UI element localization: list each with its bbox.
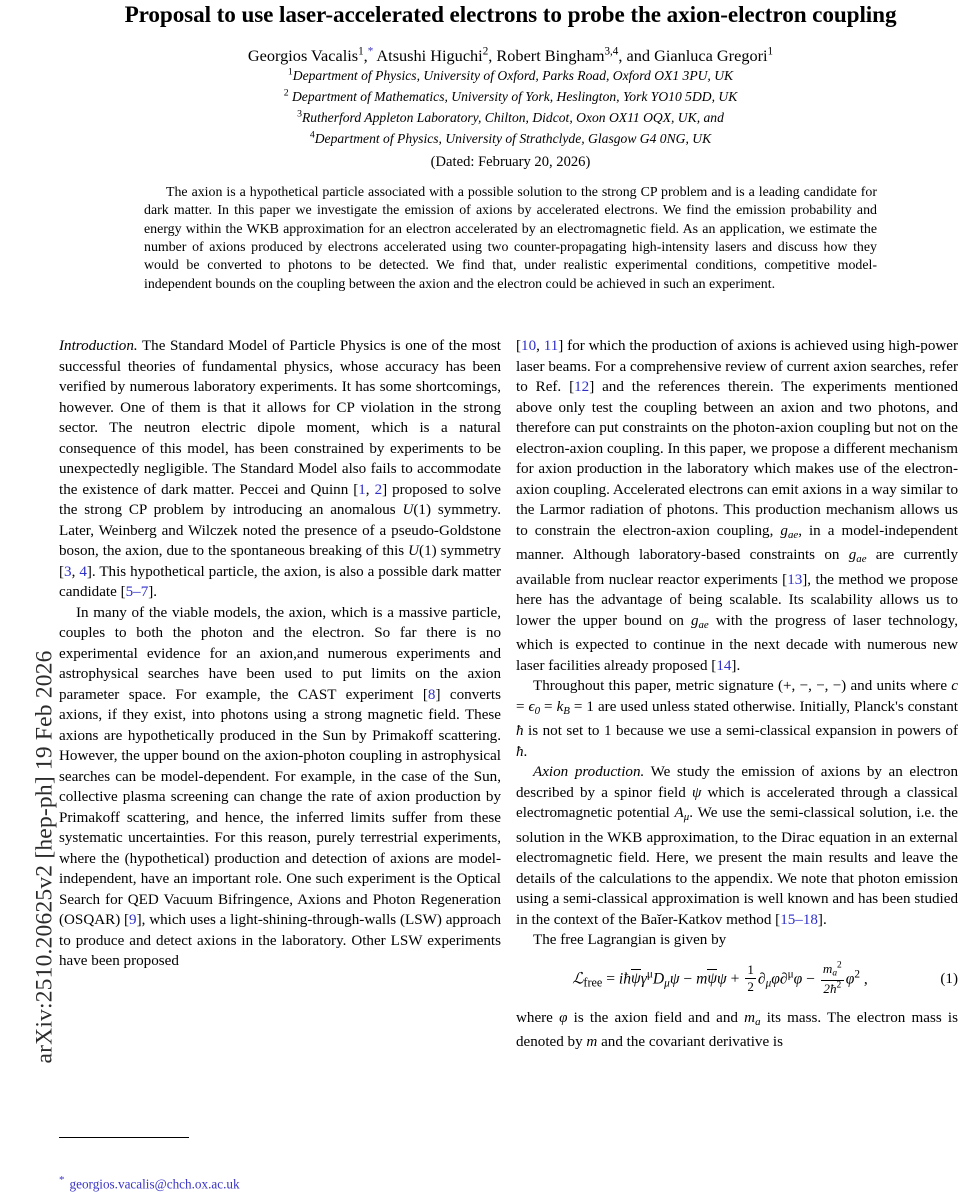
citation-4[interactable]: 4	[79, 563, 87, 580]
equation-1	[516, 960, 958, 1000]
paragraph-viable-models	[59, 603, 501, 972]
citation-8[interactable]: 8	[427, 686, 436, 703]
ap-text-d: ].	[817, 911, 827, 928]
author-4-affil-marker: 1	[767, 45, 774, 58]
intro-text-c: ] proposed to solve the strong CP problem by introducing an anomalous	[59, 481, 501, 518]
author-1-affil-marker: 1	[358, 45, 364, 58]
conv-text-b: are used unless stated otherwise. Initially, Planck's constant	[593, 698, 958, 715]
ap-text-a: We study the emission of axions by an electron described by a spinor field	[516, 764, 958, 801]
intro-text-f: ,	[71, 563, 80, 580]
citation-11[interactable]: 11	[543, 338, 559, 354]
eq1-fraction-half	[745, 962, 756, 994]
eq1-phi-1: φ	[771, 970, 780, 988]
section-run-in-introduction: Introduction.	[59, 338, 138, 354]
publication-date: (Dated: February 20, 2026)	[430, 154, 591, 171]
affiliation-1-marker: 1	[287, 66, 293, 78]
citation-18[interactable]: 18	[802, 911, 818, 928]
footnote-marker: *	[59, 1173, 65, 1186]
author-3-name: Robert Bingham	[496, 45, 605, 65]
eq1-trailing-comma: ,	[860, 970, 868, 988]
eq1-psi-1: ψ	[669, 970, 680, 988]
affiliation-1-text: Department of Physics, University of Oxford, Parks Road, Oxford OX1 3PU, UK	[292, 68, 734, 84]
affiliation-2-text: Department of Mathematics, University of York, Heslington, York YO10 5DD, UK	[288, 89, 738, 105]
citation-2[interactable]: 2	[374, 481, 383, 498]
footnote-email-link[interactable]: georgios.vacalis@chch.ox.ac.uk	[69, 1176, 240, 1191]
models-text-b: ] converts axions, if they exist, into photons using a strong magnetic field. These axions are hypothetically produced in the Sun by Primakoff scattering. However, the upper bound on the axion-photon coupling in astrophysical searches can be model-dependent. For example, in the case of the Sun, collective plasma screening can change the rate of axion production by Primakoff scattering, and hence, the inferred limits suffer from these systematic uncertainties. For this reason, purely terrestrial experiments, where the (hypothetical) production and detection of axions are model-independent, have an important role. One such experiment is the Optical Search for QED Vacuum Bifringence, Axions and Photon Regeneration (OSQAR) [	[59, 686, 501, 928]
paper-page	[48, 0, 973, 1200]
author-conjunction: , and	[618, 45, 655, 65]
eq1-2hbar: 2ħ	[823, 980, 837, 996]
eq1-mass-m: m	[696, 970, 708, 988]
math-symbol-phi-field: φ	[559, 1009, 568, 1026]
math-subscript-mu: μ	[683, 811, 690, 824]
affiliation-4	[48, 129, 973, 149]
expl-text-d: and the covariant derivative is	[597, 1034, 783, 1051]
rc-text-b: ] for which the production of axions is achieved using high-power laser beams. For a comprehensive review of current axion searches, refer to Ref. [	[516, 338, 958, 395]
eq1-phi-3-sup: 2	[854, 968, 860, 981]
footnote-corresponding-email	[59, 1172, 240, 1192]
affiliation-2-marker: 2	[283, 87, 289, 99]
eq1-phi-3: φ	[845, 970, 855, 988]
eq1-partial-1-sub: μ	[765, 977, 772, 990]
math-symbol-m-electron: m	[586, 1034, 598, 1051]
citation-9[interactable]: 9	[129, 912, 137, 928]
math-subscript-a-mass: a	[755, 1015, 761, 1028]
conv-text-c: is not set to 1 because we use a semi-classical expansion in powers of	[523, 723, 958, 740]
eq1-lagrangian-subscript: free	[583, 975, 603, 990]
intro-text-e: (1) symmetry [	[59, 543, 501, 580]
eq1-2hbar-sup: 2	[836, 980, 842, 991]
citation-12[interactable]: 12	[574, 379, 590, 395]
eq1-plus: +	[726, 970, 744, 988]
ap-text-b: which is accelerated through a classical electromagnetic potential	[516, 784, 958, 822]
paragraph-lagrangian-intro	[516, 930, 958, 951]
eq1-fraction-half-denominator: 2	[747, 978, 754, 994]
author-1-name: Georgios Vacalis	[247, 45, 359, 65]
abstract-text: The axion is a hypothetical particle associated with a possible solution to the strong CP problem and is a leading candidate for dark matter. In this paper we investigate the emission of axions by accelerated electrons. We find the emission probability and energy within the WKB approximation for an electron accelerated by an electromagnetic field. As an application, we estimate the number of axions produced by electrons accelerated using two counter-propagating high-intensity lasers and discuss how they would be converted to photons to be detected. We find that, under realistic experimental conditions, competitive model-independent bounds on the coupling between the axion and the electron could be achieved in such an experiment.	[144, 185, 877, 292]
math-symbol-c: c	[951, 678, 958, 695]
math-symbol-k: k	[556, 698, 564, 715]
math-subscript-ae-3: ae	[698, 618, 709, 631]
intro-text-b: ,	[365, 481, 375, 498]
page-title: Proposal to use laser-accelerated electrons to probe the axion-electron coupling	[124, 2, 897, 28]
eq1-ihbar: iħ	[618, 970, 632, 988]
affiliation-3	[48, 108, 973, 128]
math-subscript-b: B	[563, 704, 570, 717]
eq1-minus-1: −	[679, 970, 697, 988]
models-text-a: In many of the viable models, the axion, which is a massive particle, couples to both the photon and the electron. So far there is no experimental evidence for an axion,and numerous experiments and astrophysical searches have been used to put limits on the axion parameter space. For example, the CAST experiment [	[59, 604, 501, 703]
math-symbol-hbar-2: ħ	[516, 743, 524, 760]
eq1-psi-bar-2: ψ	[707, 970, 718, 988]
expl-text-c: its mass. The electron mass is denoted by	[516, 1009, 958, 1051]
paragraph-introduction	[59, 336, 501, 603]
math-symbol-gae-3: g	[690, 612, 699, 629]
affiliation-1	[48, 66, 973, 86]
math-equals-1: =	[516, 698, 529, 715]
eq1-partial-2-sup: μ	[787, 968, 794, 981]
rc-text-d: , in a model-independent manner. Although laboratory-based constraints on	[516, 522, 958, 564]
rc-text-e: are currently available from nuclear reactor experiments [	[516, 547, 958, 588]
intro-text-g: ]. This hypothetical particle, the axion, is also a possible dark matter candidate [	[59, 563, 501, 600]
rc-text-c: ] and the references therein. The experiments mentioned above only test the coupling between an axion and two photons, and therefore can put constraints on the photon-axion coupling but not on the electron-axion coupling. In this paper, we propose a different mechanism for axion production in the laboratory which makes use of the electron-axion coupling. Accelerated electrons can emit axions in a way similar to the Larmor radiation of photons. This production mechanism allows us to constrain the electron-axion coupling,	[516, 379, 958, 539]
math-symbol-hbar-1: ħ	[516, 723, 524, 740]
ap-text-c: . We use the semi-classical solution, i.e. the solution in the WKB approximation, to the Dirac equation in an external electromagnetic field. Here, we present the main results and leave the details of the calculations to the appendix. We note that photon emission using a semi-classical approximation is well known and has been studied in the context of the Baĭer-Katkov method [	[516, 805, 958, 928]
eq1-fraction-mass-numerator	[821, 961, 844, 981]
arxiv-stamp	[0, 0, 58, 1200]
affiliation-3-marker: 3	[297, 108, 302, 120]
eq1-lagrangian-symbol: ℒ	[572, 970, 584, 988]
eq1-d-subscript-mu: μ	[664, 977, 670, 990]
eq1-psi-2: ψ	[717, 970, 727, 988]
math-subscript-ae-2: ae	[856, 553, 867, 566]
eq1-fraction-mass-denominator	[821, 981, 844, 997]
citation-5-7[interactable]: 5–7	[125, 584, 149, 600]
math-equals-2: =	[540, 698, 557, 715]
math-symbol-epsilon: ϵ	[528, 698, 535, 715]
paragraph-equation-explanation	[516, 1008, 958, 1053]
author-4	[654, 46, 773, 65]
affiliation-2	[48, 87, 973, 107]
eq1-covariant-derivative: D	[652, 970, 665, 988]
corresponding-author-marker[interactable]: *	[367, 45, 374, 58]
affiliation-3-text: Rutherford Appleton Laboratory, Chilton, Didcot, Oxon OX11 OQX, UK, and	[301, 110, 724, 126]
models-text-c: ], which uses a light-shining-through-walls (LSW) approach to produce and detect axions in the laboratory. Other LSW experiments have been proposed	[59, 912, 501, 969]
intro-text-d: (1) symmetry. Later, Weinberg and Wilczek noted the presence of a pseudo-Goldstone boson, the axion, due to the spontaneous breaking of this	[59, 502, 501, 559]
rc-text-a: ,	[536, 338, 544, 354]
math-symbol-u1: U	[402, 502, 414, 518]
expl-text-a: where	[516, 1009, 560, 1026]
rc-text-f: ], the method we propose here has the advantage of being scalable. Its scalability allows us to lower the upper bound on	[516, 571, 958, 629]
left-column	[59, 336, 501, 1200]
conv-text-a: Throughout this paper, metric signature (+, −, −, −) and units where	[533, 678, 952, 695]
author-2-affil-marker: 2	[482, 45, 489, 58]
affiliation-4-text: Department of Physics, University of Strathclyde, Glasgow G4 0NG, UK	[314, 131, 712, 147]
eq1-minus-2: −	[802, 970, 819, 988]
math-subscript-ae-1: ae	[787, 528, 799, 541]
expl-text-b: is the axion field and and	[567, 1009, 745, 1026]
eq1-phi-2: φ	[793, 970, 803, 988]
intro-text-h: ].	[148, 584, 158, 600]
citation-1[interactable]: 1	[358, 481, 366, 498]
conv-text-d: .	[523, 743, 528, 760]
eq1-ma-sup: 2	[837, 960, 842, 971]
eq1-ma-sub: a	[832, 968, 838, 979]
section-run-in-axion-production: Axion production.	[533, 764, 645, 781]
author-list	[48, 46, 973, 66]
paragraph-axion-production	[516, 762, 958, 930]
eq1-fraction-half-numerator: 1	[747, 962, 754, 978]
eq1-partial-2: ∂	[779, 970, 788, 988]
math-symbol-ma: m	[744, 1009, 756, 1026]
math-symbol-a-potential: A	[674, 805, 684, 822]
author-2: Atsushi Higuchi$^2$,	[376, 45, 493, 65]
citation-14[interactable]: 14	[716, 657, 732, 674]
author-4-name: Gianluca Gregori	[654, 45, 768, 65]
equation-1-number: (1)	[940, 971, 958, 988]
math-symbol-psi: ψ	[691, 784, 702, 801]
eq1-ma: m	[822, 960, 833, 976]
affiliation-4-marker: 4	[309, 129, 315, 141]
author-3	[496, 46, 618, 65]
paragraph-axion-searches	[516, 336, 958, 676]
citation-3[interactable]: 3	[64, 563, 72, 580]
author-1: Georgios Vacalis$^1$,*	[247, 45, 374, 65]
math-symbol-gae-1: g	[780, 522, 788, 539]
citation-10[interactable]: 10	[521, 338, 537, 354]
footnote-separator-rule	[59, 1137, 189, 1138]
intro-text-a: The Standard Model of Particle Physics is one of the most successful theories of fundamental physics, whose accuracy has been verified by numerous laboratory experiments. It has some shortcomings, however. One of them is that it allows for CP violation in the strong sector. The neutron electric dipole moment, which is a natural consequence of this model, has been constrained by experiments to be unexpectedly negligible. The Standard Model also fails to accommodate the existence of dark matter. Peccei and Quinn [	[59, 338, 501, 498]
lagrangian-intro-text: The free Lagrangian is given by	[533, 932, 727, 949]
math-equals-3: = 1	[569, 698, 594, 715]
citation-13[interactable]: 13	[787, 571, 803, 588]
eq1-gamma: γ	[640, 970, 647, 988]
rc-text-h: ].	[731, 657, 741, 674]
author-3-affil-marker: 3,4	[604, 45, 619, 58]
eq1-gamma-superscript-mu: μ	[646, 968, 653, 981]
bracket-open: [	[516, 338, 522, 354]
paragraph-conventions	[516, 676, 958, 762]
eq1-fraction-mass	[821, 961, 844, 997]
author-2-name: Atsushi Higuchi	[376, 45, 483, 65]
eq1-equals: =	[602, 970, 619, 988]
eq1-partial-1: ∂	[757, 970, 766, 988]
body-columns	[59, 336, 973, 1200]
eq1-psi-bar-1: ψ	[631, 970, 641, 988]
math-symbol-u2: U	[408, 543, 420, 559]
right-column	[516, 336, 958, 1200]
rc-text-g: with the progress of laser technology, which is expected to continue in the next decade with numerous new laser facilities already proposed [	[516, 612, 958, 674]
math-subscript-zero: 0	[534, 704, 541, 717]
arxiv-stamp-text: arXiv:2510.20625v2 [hep-ph] 19 Feb 2026	[31, 650, 58, 1064]
citation-15[interactable]: 15–	[780, 911, 803, 928]
equation-1-body	[516, 962, 924, 998]
math-symbol-gae-2: g	[848, 547, 857, 564]
